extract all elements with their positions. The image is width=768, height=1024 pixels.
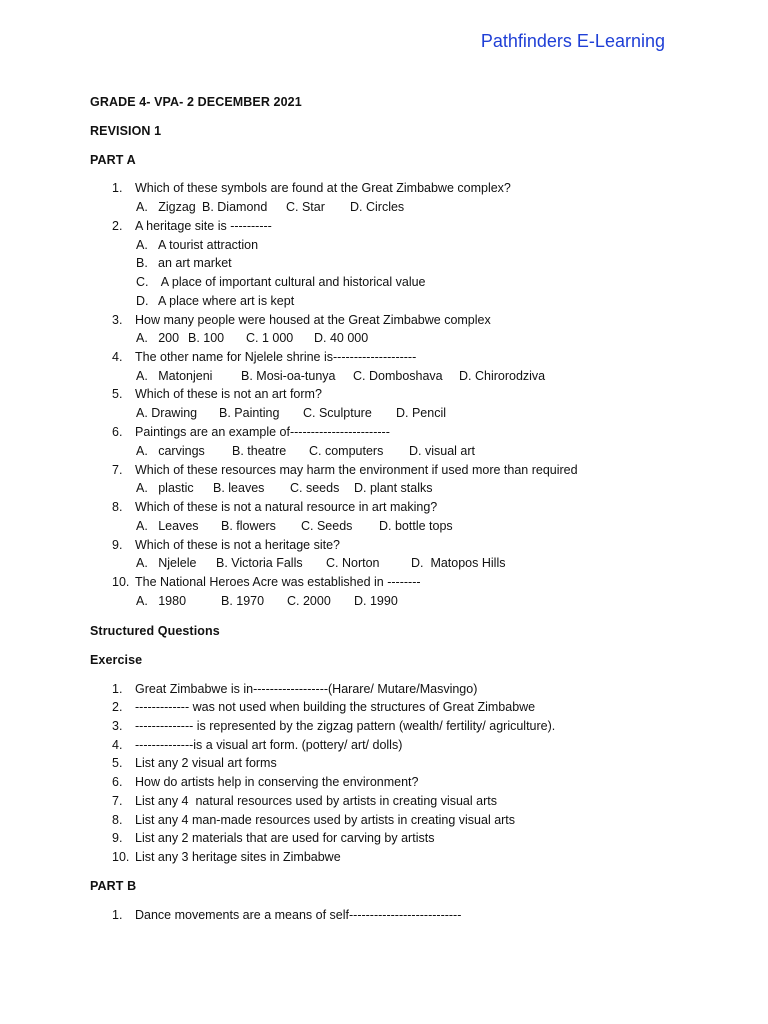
option: A. 200 xyxy=(136,331,180,345)
option: C. Sculpture xyxy=(303,406,372,420)
option: A. Matonjeni xyxy=(136,369,213,383)
option: C. seeds xyxy=(290,481,340,495)
option: C. 2000 xyxy=(287,594,331,608)
exercise-item: 3. -------------- is represented by the zigzag pattern (wealth/ fertility/ agriculture). xyxy=(112,719,556,733)
question-7: 7. Which of these resources may harm the environment if used more than required xyxy=(112,463,578,477)
exercise-item: 9. List any 2 materials that are used for carving by artists xyxy=(112,831,435,845)
option: B. flowers xyxy=(221,519,276,533)
exercise-item: 4. --------------is a visual art form. (pottery/ art/ dolls) xyxy=(112,738,403,752)
option: D. Chirorodziva xyxy=(459,369,546,383)
option: A. Leaves xyxy=(136,519,199,533)
question-4: 4. The other name for Njelele shrine is-------------------- xyxy=(112,350,417,364)
option: A. carvings xyxy=(136,444,205,458)
option: C. Star xyxy=(286,200,325,214)
part-b-item: 1. Dance movements are a means of self--------------------------- xyxy=(112,908,462,922)
exercise-item: 1. Great Zimbabwe is in------------------(Harare/ Mutare/Masvingo) xyxy=(112,682,478,696)
exercise-item: 5. List any 2 visual art forms xyxy=(112,756,277,770)
brand-header: Pathfinders E-Learning xyxy=(480,31,665,51)
part-b-heading: PART B xyxy=(90,879,137,893)
option: A. Drawing xyxy=(136,406,198,420)
exercise-item: 7. List any 4 natural resources used by artists in creating visual arts xyxy=(112,794,497,808)
option: D. Circles xyxy=(350,200,405,214)
option: A. plastic xyxy=(136,481,194,495)
option: D. bottle tops xyxy=(379,519,453,533)
exercise-item: 6. How do artists help in conserving the environment? xyxy=(112,775,419,789)
option: C. computers xyxy=(309,444,384,458)
option: D. 40 000 xyxy=(314,331,369,345)
exercise-item: 8. List any 4 man-made resources used by artists in creating visual arts xyxy=(112,813,516,827)
option: A. Zigzag xyxy=(136,200,196,214)
option: D. visual art xyxy=(409,444,475,458)
question-6: 6. Paintings are an example of------------------------ xyxy=(112,425,390,439)
option: B. Diamond xyxy=(202,200,268,214)
option: B. leaves xyxy=(213,481,265,495)
exercise-item: 2. ------------- was not used when building the structures of Great Zimbabwe xyxy=(112,700,536,714)
option: B. Mosi-oa-tunya xyxy=(241,369,336,383)
question-9: 9. Which of these is not a heritage site? xyxy=(112,538,340,552)
option: B. theatre xyxy=(232,444,287,458)
option: B. Victoria Falls xyxy=(216,556,303,570)
option: A. 1980 xyxy=(136,594,187,608)
question-2-option-d: D. A place where art is kept xyxy=(136,294,295,308)
option: B. Painting xyxy=(219,406,280,420)
option: B. 1970 xyxy=(221,594,265,608)
question-8: 8. Which of these is not a natural resource in art making? xyxy=(112,500,438,514)
exercise-heading: Exercise xyxy=(90,653,143,667)
option: D. 1990 xyxy=(354,594,398,608)
question-3: 3. How many people were housed at the Great Zimbabwe complex xyxy=(112,313,491,327)
structured-questions-heading: Structured Questions xyxy=(90,624,220,638)
question-2-option-a: A. A tourist attraction xyxy=(136,238,259,252)
option: C. Seeds xyxy=(301,519,353,533)
option: C. 1 000 xyxy=(246,331,294,345)
exercise-item: 10. List any 3 heritage sites in Zimbabwe xyxy=(112,850,341,864)
option: C. Norton xyxy=(326,556,380,570)
option: A. Njelele xyxy=(136,556,197,570)
question-10: 10. The National Heroes Acre was established in -------- xyxy=(112,575,421,589)
question-2: 2. A heritage site is ---------- xyxy=(112,219,272,233)
question-5: 5. Which of these is not an art form? xyxy=(112,387,322,401)
document-title: GRADE 4- VPA- 2 DECEMBER 2021 xyxy=(90,95,302,109)
option: D. Matopos Hills xyxy=(411,556,506,570)
part-a-heading: PART A xyxy=(90,153,136,167)
option: B. 100 xyxy=(188,331,225,345)
option: D. plant stalks xyxy=(354,481,433,495)
question-2-option-b: B. an art market xyxy=(136,256,232,270)
option: D. Pencil xyxy=(396,406,447,420)
option: C. Domboshava xyxy=(353,369,443,383)
question-1: 1. Which of these symbols are found at the Great Zimbabwe complex? xyxy=(112,181,511,195)
question-2-option-c: C. A place of important cultural and historical value xyxy=(136,275,426,289)
revision-heading: REVISION 1 xyxy=(90,124,162,138)
